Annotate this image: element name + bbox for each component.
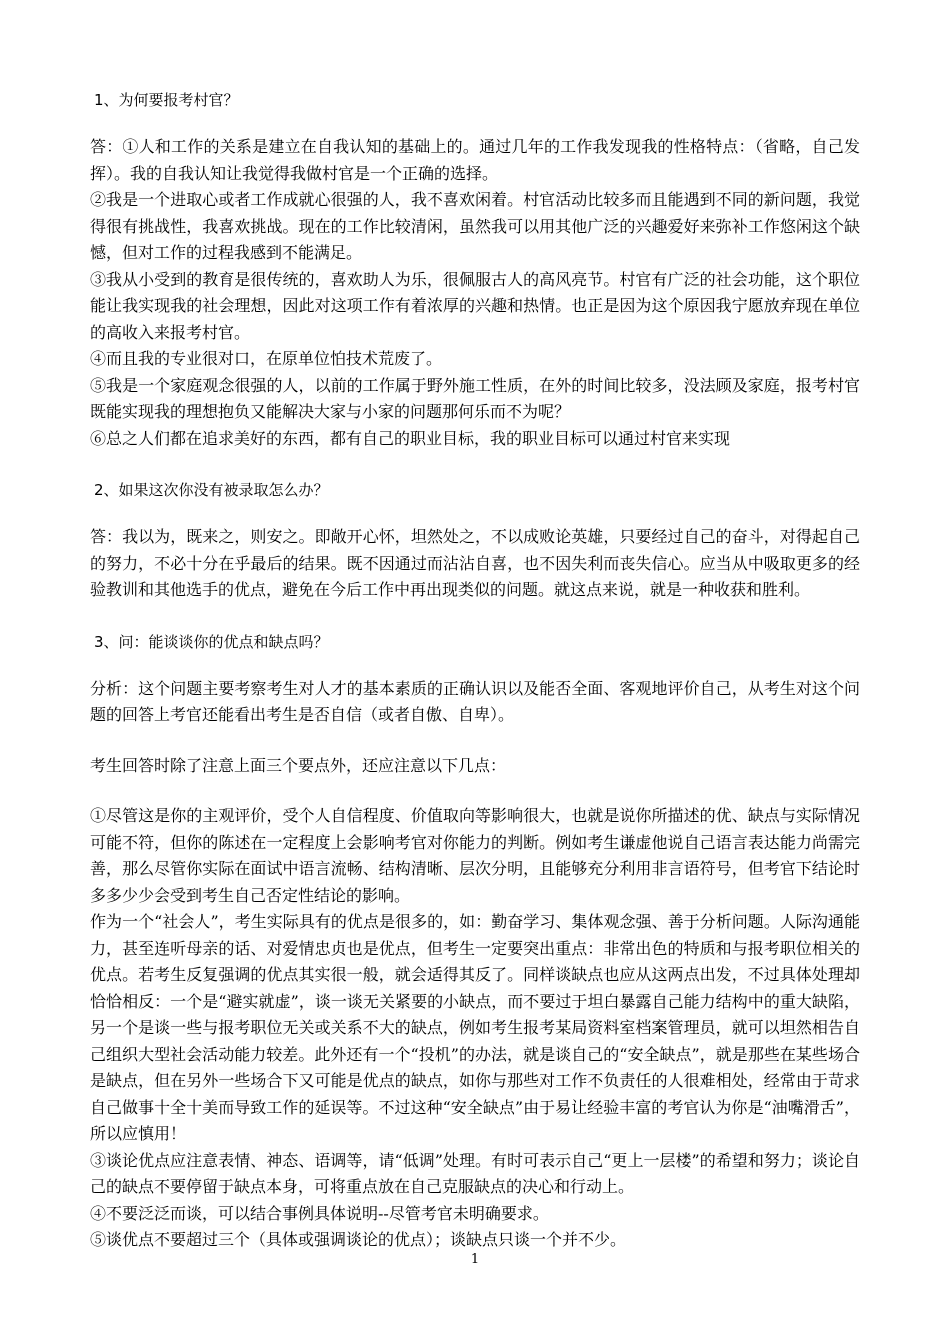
q3-point-paragraph: ⑤谈优点不要超过三个（具体或强调谈论的优点）；谈缺点只谈一个并不少。: [90, 1230, 627, 1249]
spacer: [90, 114, 860, 134]
question-2-heading: 2、如果这次你没有被录取怎么办？: [94, 481, 329, 499]
q3-point-paragraph: ①尽管这是你的主观评价，受个人自信程度、价值取向等影响很大，也就是说你所描述的优、缺点与实际情况可能不符，但你的陈述在一定程度上会影响考官对你能力的判断。例如考生谦虚他说自己语言表达能力尚需完善，那么尽管你实际在面试中语言流畅、结构清晰、层次分明，且能够充分利用非言语符号，但考官下结论时多多少少会受到考生自己否定性结论的影响。: [90, 806, 860, 905]
q3-analysis-paragraph: 分析：这个问题主要考察考生对人才的基本素质的正确认识以及能否全面、客观地评价自己，从考生对这个问题的回答上考官还能看出考生是否自信（或者自傲、自卑）。: [90, 678, 860, 724]
q3-point-paragraph: 作为一个“社会人”，考生实际具有的优点是很多的，如：勤奋学习、集体观念强、善于分析问题。人际沟通能力，甚至连听母亲的话、对爱情忠贞也是优点，但考生一定要突出重点：非常出色的特质和与报考职位相关的优点。若考生反复强调的优点其实很一般，就会适得其反了。同样谈缺点也应从这两点出发，不过具体处理却恰恰相反：一个是“避实就虚”，谈一谈无关紧要的小缺点，而不要过于坦白暴露自己能力结构中的重大缺陷，另一个是谈一些与报考职位无关或关系不大的缺点，例如考生报考某局资料室档案管理员，就可以坦然相告自己组织大型社会活动能力较差。此外还有一个“投机”的办法，就是谈自己的“安全缺点”，就是那些在某些场合是缺点，但在另外一些场合下又可能是优点的缺点，如你与那些对工作不负责任的人很难相处，经常由于苛求自己做事十全十美而导致工作的延误等。不过这种“安全缺点”由于易让经验丰富的考官认为你是“油嘴滑舌”，所以应慎用！: [90, 912, 860, 1143]
q3-point-paragraph: ③谈论优点应注意表情、神态、语调等，请“低调”处理。有时可表示自己“更上一层楼”的希望和努力；谈论自己的缺点不要停留于缺点本身，可将重点放在自己克服缺点的决心和行动上。: [90, 1150, 860, 1196]
document-body: [90, 86, 860, 1254]
spacer: [90, 604, 860, 628]
question-3-heading: 3、问：能谈谈你的优点和缺点吗？: [94, 632, 329, 651]
q3-point-paragraph: ④不要泛泛而谈，可以结合事例具体说明--尽管考官未明确要求。: [90, 1203, 549, 1223]
spacer: [90, 656, 860, 676]
spacer: [90, 729, 860, 753]
q1-answer-paragraph: ⑤我是一个家庭观念很强的人，以前的工作属于野外施工性质，在外的时间比较多，没法顾及家庭，报考村官既能实现我的理想抱负又能解决大家与小家的问题那何乐而不为呢？: [90, 375, 860, 421]
q2-answer-paragraph: 答：我以为，既来之，则安之。即敞开心怀，坦然处之，不以成败论英雄，只要经过自己的奋斗，对得起自己的努力，不必十分在乎最后的结果。既不因通过而沾沾自喜，也不因失利而丧失信心。应当从中吸取更多的经验教训和其他选手的优点，避免在今后工作中再出现类似的问题。就这点来说，就是一种收获和胜利。: [90, 527, 860, 599]
q1-answer-paragraph: ②我是一个进取心或者工作成就心很强的人，我不喜欢闲着。村官活动比较多而且能遇到不同的新问题，我觉得很有挑战性，我喜欢挑战。现在的工作比较清闲，虽然我可以用其他广泛的兴趣爱好来弥补工作悠闲这个缺憾，但对工作的过程我感到不能满足。: [90, 190, 860, 262]
q3-intro-paragraph: 考生回答时除了注意上面三个要点外，还应注意以下几点：: [90, 755, 507, 775]
spacer: [90, 452, 860, 476]
spacer: [90, 504, 860, 524]
q1-answer-paragraph: ⑥总之人们都在追求美好的东西，都有自己的职业目标，我的职业目标可以通过村官来实现: [90, 428, 731, 448]
q1-answer-paragraph: 答：①人和工作的关系是建立在自我认知的基础上的。通过几年的工作我发现我的性格特点：（省略，自己发挥）。我的自我认知让我觉得我做村官是一个正确的选择。: [90, 137, 860, 183]
page-number: 1: [470, 1252, 480, 1267]
q1-answer-paragraph: ③我从小受到的教育是很传统的，喜欢助人为乐，很佩服古人的高风亮节。村官有广泛的社会功能，这个职位能让我实现我的社会理想，因此对这项工作有着浓厚的兴趣和热情。也正是因为这个原因我宁愿放弃现在单位的高收入来报考村官。: [90, 269, 860, 342]
q1-answer-paragraph: ④而且我的专业很对口，在原单位怕技术荒废了。: [90, 349, 443, 368]
question-1-heading: 1、为何要报考村官？: [94, 91, 239, 109]
spacer: [90, 779, 860, 803]
